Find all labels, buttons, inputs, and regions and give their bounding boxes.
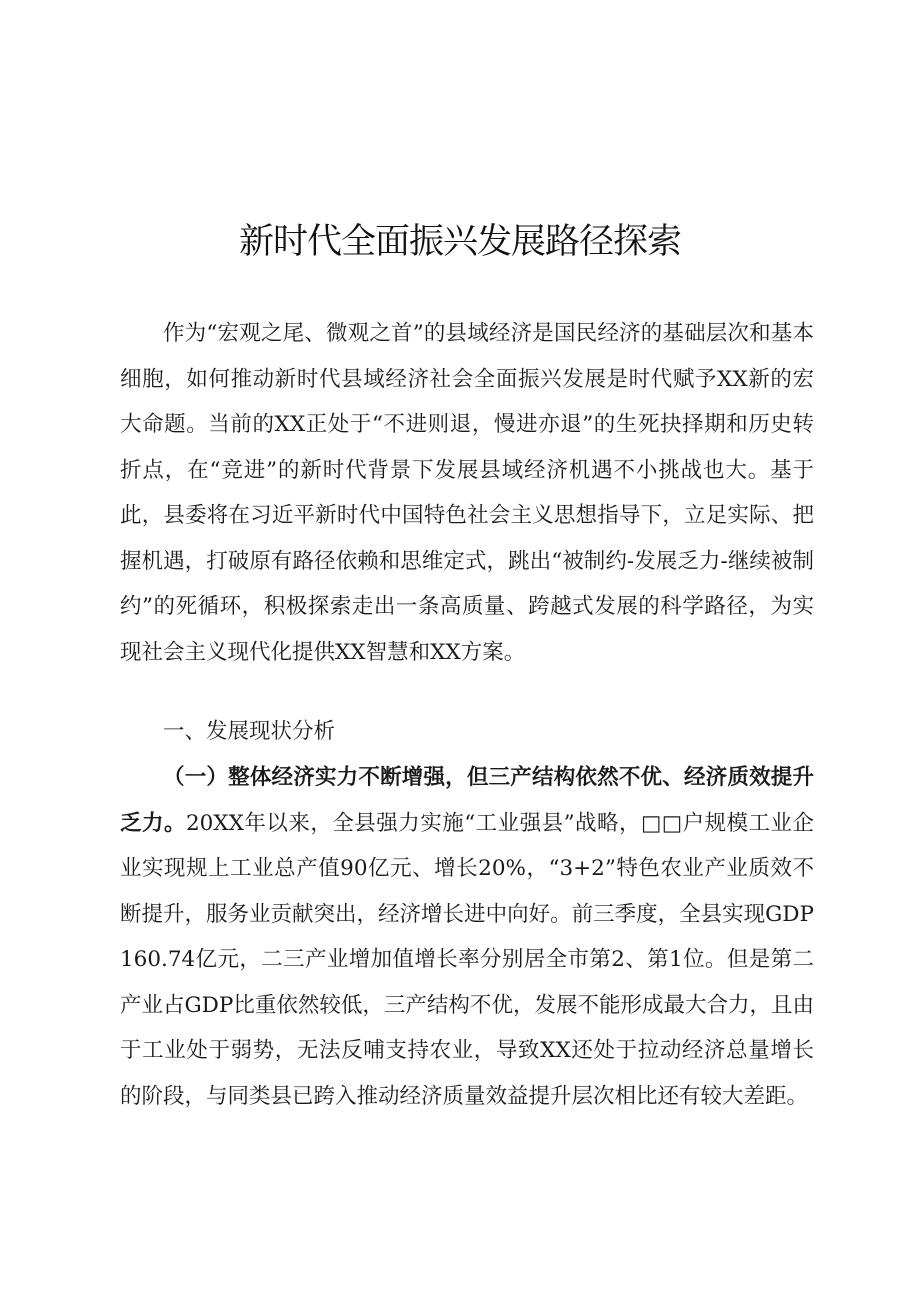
subsection-paragraph-1 [120,755,814,1119]
document-title: 新时代全面振兴发展路径探索 [238,222,681,262]
intro-paragraph: 作为“宏观之尾、微观之首”的县域经济是国民经济的基础层次和基本细胞，如何推动新时代县域经济社会全面振兴发展是时代赋予XX新的宏大命题。当前的XX正处于“不进则退，慢进亦退”的生死抉择期和历史转折点，在“竞进”的新时代背景下发展县域经济机遇不小挑战也大。基于此，县委将在习近平新时代中国特色社会主义思想指导下，立足实际、把握机遇，打破原有路径依赖和思维定式，跳出“被制约-发展乏力-继续被制约”的死循环，积极探索走出一条高质量、跨越式发展的科学路径，为实现社会主义现代化提供XX智慧和XX方案。 [120,321,814,665]
subsection-lead: （一）整体经济实力不断增强，但三产结构依然不优、经济质效提升乏力。 [120,765,814,836]
subsection-body: 20XX年以来，全县强力实施“工业强县”战略，□□户规模工业企业实现规上工业总产值90亿元、增长20%，“3+2”特色农业产业质效不断提升，服务业贡献突出，经济增长进中向好。前三季度，全县实现GDP160.74亿元，二三产业增加值增长率分别居全市第2、第1位。但是第二产业占GDP比重依然较低，三产结构不优，发展不能形成最大合力，且由于工业处于弱势，无法反哺支持农业，导致XX还处于拉动经济总量增长的阶段，与同类县已跨入推动经济质量效益提升层次相比还有较大差距。 [120,810,814,1109]
section-heading-1: 一、发展现状分析 [163,719,336,744]
